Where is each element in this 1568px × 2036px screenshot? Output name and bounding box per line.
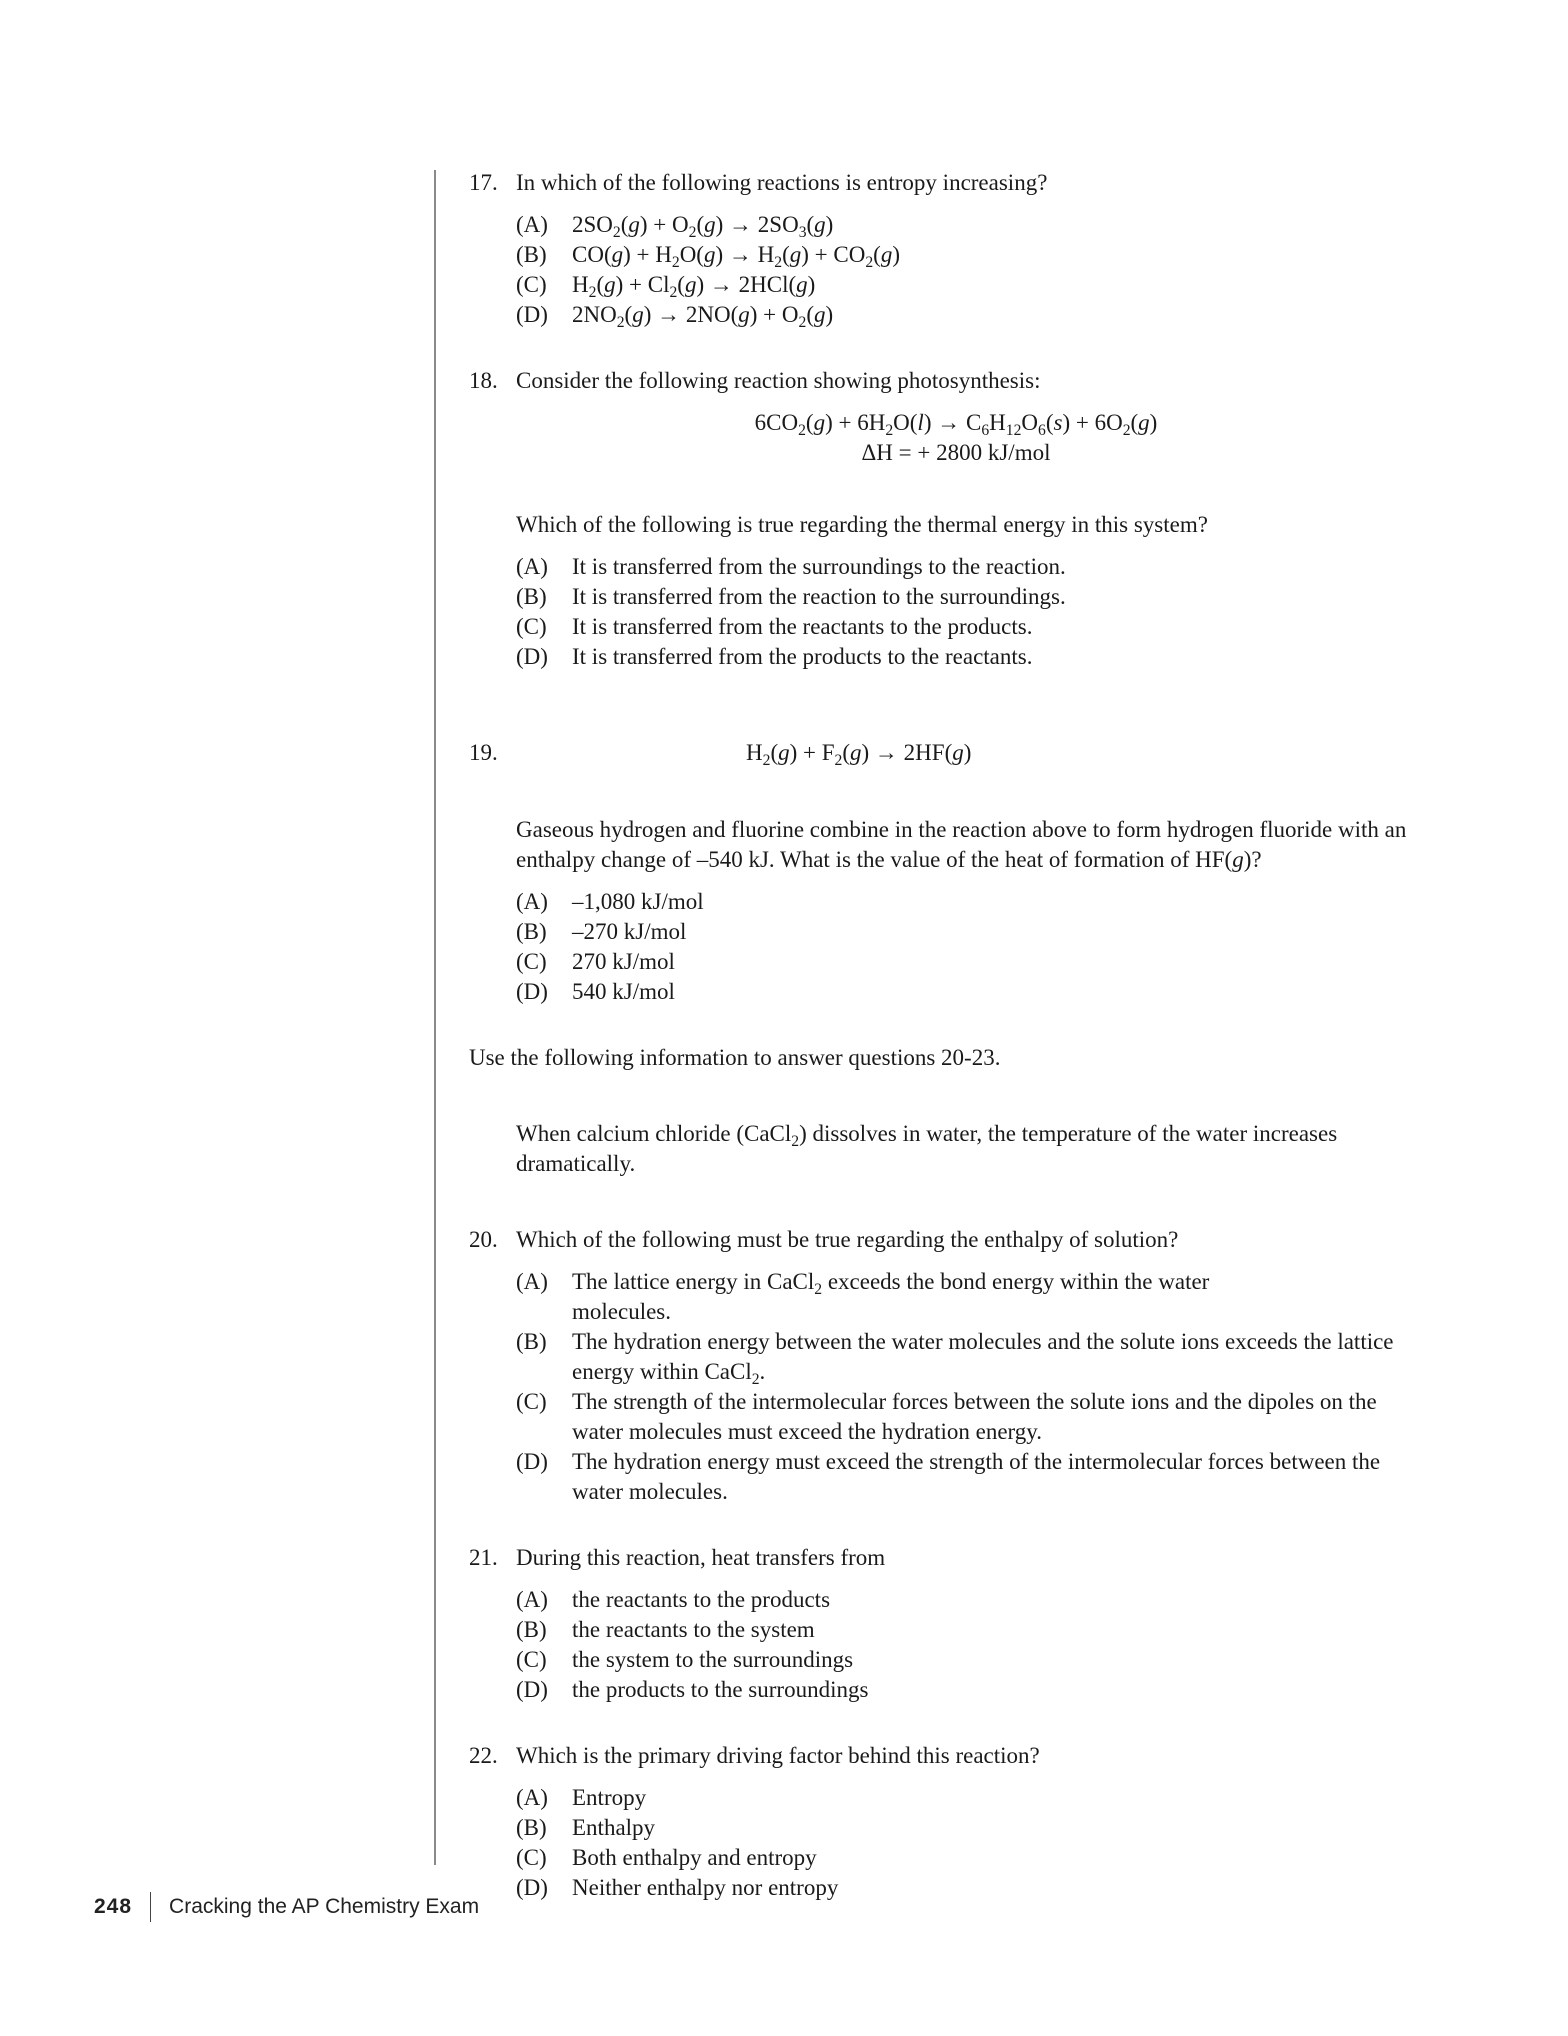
option-text: The hydration energy between the water molecules and the solute ions exceeds the lattice energy within CaCl$_2$. bbox=[572, 1329, 1394, 1388]
option-b[interactable]: (B) Enthalpy bbox=[516, 1813, 1409, 1843]
option-d[interactable]: (D) 540 kJ/mol bbox=[516, 977, 1409, 1007]
question-number: 20. bbox=[469, 1227, 498, 1252]
option-a[interactable]: (A) The lattice energy in CaCl$_2$ exceeds the bond energy within the water molecules. bbox=[516, 1267, 1409, 1327]
option-a[interactable]: (A) the reactants to the products bbox=[516, 1585, 1409, 1615]
enthalpy-value: ΔH = + 2800 kJ/mol bbox=[861, 440, 1051, 465]
question-number: 21. bbox=[469, 1545, 498, 1570]
option-text: the reactants to the system bbox=[572, 1617, 815, 1642]
question-text: Gaseous hydrogen and fluorine combine in the reaction above to form hydrogen fluoride with an enthalpy change of –540 kJ. What is the value of the heat of formation of HF(g)? bbox=[516, 817, 1407, 872]
question-20 bbox=[469, 1225, 1409, 1507]
option-text: Entropy bbox=[572, 1785, 647, 1810]
option-text: the reactants to the products bbox=[572, 1587, 831, 1612]
answer-options bbox=[516, 887, 1409, 1007]
option-text: $H_2(g) + Cl_2(g) \to 2HCl(g)$ bbox=[572, 272, 816, 301]
question-intro: Consider the following reaction showing photosynthesis: bbox=[516, 368, 1041, 393]
option-text: $2NO_2(g) \to 2NO(g) + O_2(g)$ bbox=[572, 302, 834, 331]
option-text: Neither enthalpy nor entropy bbox=[572, 1875, 839, 1900]
option-text: the system to the surroundings bbox=[572, 1647, 854, 1672]
page-number: 248 bbox=[94, 1895, 133, 1918]
option-text: the products to the surroundings bbox=[572, 1677, 869, 1702]
answer-options bbox=[516, 552, 1409, 672]
option-c[interactable]: (C) It is transferred from the reactants to the products. bbox=[516, 612, 1409, 642]
option-text: Both enthalpy and entropy bbox=[572, 1845, 817, 1870]
option-d[interactable]: (D) $2NO_2(g) \to 2NO(g) + O_2(g)$ bbox=[516, 300, 1409, 330]
question-text: During this reaction, heat transfers from bbox=[516, 1545, 886, 1570]
option-b[interactable]: (B) the reactants to the system bbox=[516, 1615, 1409, 1645]
answer-options bbox=[516, 210, 1409, 330]
option-text: $CO(g) + H_2O(g) \to H_2(g) + CO_2(g)$ bbox=[572, 242, 900, 271]
question-number: 22. bbox=[469, 1743, 498, 1768]
option-text: –270 kJ/mol bbox=[572, 919, 687, 944]
question-17 bbox=[469, 168, 1409, 330]
option-b[interactable]: (B) It is transferred from the reaction to the surroundings. bbox=[516, 582, 1409, 612]
option-b[interactable]: (B) –270 kJ/mol bbox=[516, 917, 1409, 947]
option-a[interactable]: (A) –1,080 kJ/mol bbox=[516, 887, 1409, 917]
instruction-text: Use the following information to answer questions 20-23. bbox=[469, 1045, 1001, 1070]
option-text: $2SO_2(g) + O_2(g) \to 2SO_3(g)$ bbox=[572, 212, 834, 241]
option-c[interactable]: (C) $H_2(g) + Cl_2(g) \to 2HCl(g)$ bbox=[516, 270, 1409, 300]
option-text: The lattice energy in CaCl$_2$ exceeds the bond energy within the water molecules. bbox=[572, 1269, 1210, 1324]
book-title: Cracking the AP Chemistry Exam bbox=[169, 1895, 480, 1918]
option-text: 270 kJ/mol bbox=[572, 949, 675, 974]
option-d[interactable]: (D) Neither enthalpy nor entropy bbox=[516, 1873, 1409, 1903]
option-text: 540 kJ/mol bbox=[572, 979, 675, 1004]
question-18 bbox=[469, 366, 1409, 672]
option-d[interactable]: (D) the products to the surroundings bbox=[516, 1675, 1409, 1705]
option-b[interactable]: (B) $CO(g) + H_2O(g) \to H_2(g) + CO_2(g)$ bbox=[516, 240, 1409, 270]
option-text: It is transferred from the reaction to the surroundings. bbox=[572, 584, 1066, 609]
question-19 bbox=[469, 738, 1409, 1007]
margin-rule bbox=[434, 170, 436, 1865]
photosynthesis-equation bbox=[516, 408, 1176, 468]
option-c[interactable]: (C) The strength of the intermolecular forces between the solute ions and the dipoles on the water molecules must exceed the hydration energy. bbox=[516, 1387, 1409, 1447]
option-c[interactable]: (C) 270 kJ/mol bbox=[516, 947, 1409, 977]
option-text: –1,080 kJ/mol bbox=[572, 889, 704, 914]
question-text: In which of the following reactions is entropy increasing? bbox=[516, 170, 1048, 195]
option-d[interactable]: (D) It is transferred from the products to the reactants. bbox=[516, 642, 1409, 672]
option-b[interactable]: (B) The hydration energy between the water molecules and the solute ions exceeds the lattice energy within CaCl$_2$. bbox=[516, 1327, 1409, 1387]
option-a[interactable]: (A) $2SO_2(g) + O_2(g) \to 2SO_3(g)$ bbox=[516, 210, 1409, 240]
option-text: It is transferred from the surroundings to the reaction. bbox=[572, 554, 1066, 579]
question-21 bbox=[469, 1543, 1409, 1705]
footer-divider bbox=[150, 1892, 151, 1922]
question-number: 17. bbox=[469, 170, 498, 195]
option-text: Enthalpy bbox=[572, 1815, 656, 1840]
reaction-equation: $6CO_2(g) + 6H_2O(l) \to C_6H_{12}O_6(s) + 6O_2(g)$ bbox=[754, 410, 1158, 439]
option-text: The strength of the intermolecular forces between the solute ions and the dipoles on the water molecules must exceed the hydration energy. bbox=[572, 1389, 1377, 1444]
page-footer bbox=[94, 1892, 479, 1922]
answer-options bbox=[516, 1267, 1409, 1507]
question-number: 19. bbox=[469, 740, 498, 765]
option-text: The hydration energy must exceed the strength of the intermolecular forces between the water molecules. bbox=[572, 1449, 1381, 1504]
option-text: It is transferred from the reactants to the products. bbox=[572, 614, 1033, 639]
option-c[interactable]: (C) Both enthalpy and entropy bbox=[516, 1843, 1409, 1873]
question-text: Which of the following must be true regarding the enthalpy of solution? bbox=[516, 1227, 1179, 1252]
option-d[interactable]: (D) The hydration energy must exceed the strength of the intermolecular forces between the water molecules. bbox=[516, 1447, 1409, 1507]
answer-options bbox=[516, 1585, 1409, 1705]
reaction-equation: $H_2(g) + F_2(g) \to 2HF(g)$ bbox=[746, 740, 972, 769]
option-a[interactable]: (A) Entropy bbox=[516, 1783, 1409, 1813]
info-passage: When calcium chloride (CaCl$_2$) dissolves in water, the temperature of the water increases dramatically. bbox=[516, 1121, 1338, 1176]
answer-options bbox=[516, 1783, 1409, 1903]
question-number: 18. bbox=[469, 368, 498, 393]
question-text: Which is the primary driving factor behind this reaction? bbox=[516, 1743, 1040, 1768]
option-a[interactable]: (A) It is transferred from the surroundings to the reaction. bbox=[516, 552, 1409, 582]
question-text: Which of the following is true regarding the thermal energy in this system? bbox=[516, 512, 1208, 537]
question-22 bbox=[469, 1741, 1409, 1903]
page-content bbox=[469, 168, 1409, 1903]
option-text: It is transferred from the products to the reactants. bbox=[572, 644, 1033, 669]
option-c[interactable]: (C) the system to the surroundings bbox=[516, 1645, 1409, 1675]
